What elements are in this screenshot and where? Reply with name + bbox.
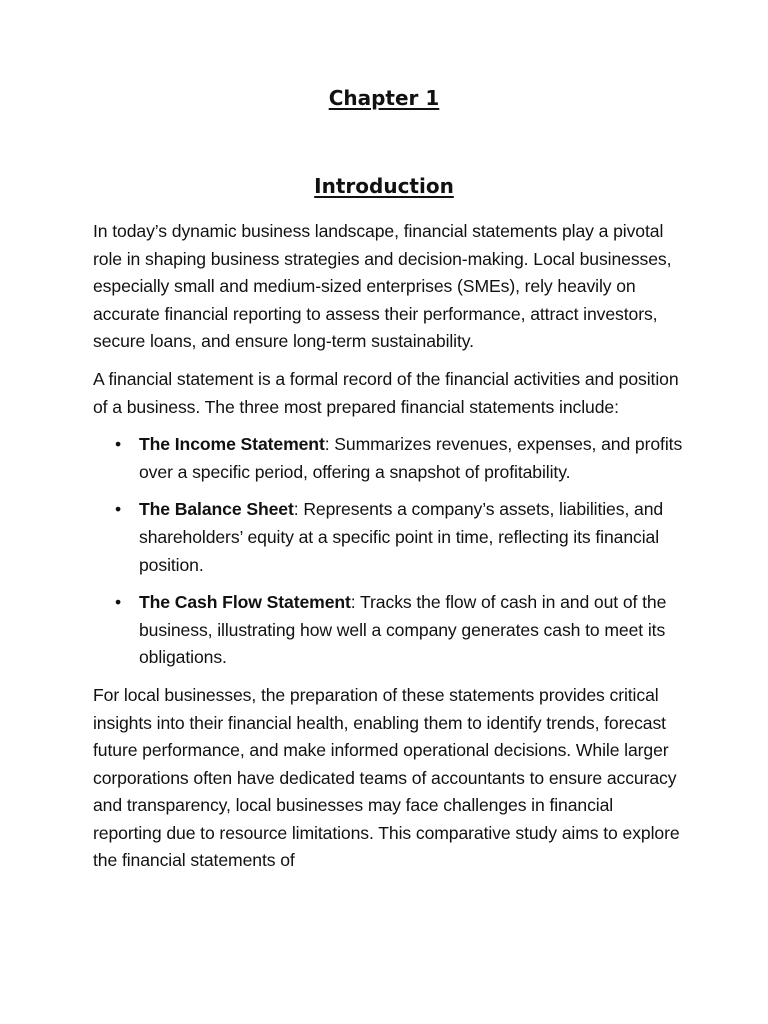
paragraph-definition: A financial statement is a formal record of the financial activities and position of a business. The three most prepared financial statements include: [93, 368, 679, 417]
list-item-term: The Cash Flow Statement [139, 592, 351, 613]
list-item-description: : Represents a company’s assets, liabilities, and shareholders’ equity at a specific point in time, reflecting its financial position. [139, 499, 664, 575]
body-text [93, 218, 683, 885]
chapter-title: Chapter 1 [328, 86, 440, 110]
list-item-description: : Tracks the flow of cash in and out of the business, illustrating how well a company generates cash to meet its obligations. [139, 592, 667, 668]
statement-list [93, 431, 683, 672]
list-item-term: The Balance Sheet [139, 499, 294, 520]
bullet-icon: • [115, 499, 122, 520]
paragraph-intro: In today’s dynamic business landscape, financial statements play a pivotal role in shaping business strategies and decision-making. Local businesses, especially small and medium-sized enterprises (SMEs), rely heavily on accurate financial reporting to assess their performance, attract investors, secure loans, and ensure long-term sustainability. [93, 221, 672, 352]
list-item-balance-sheet [93, 496, 683, 579]
bullet-icon: • [115, 434, 122, 455]
list-item-cash-flow-statement [93, 589, 683, 672]
paragraph-local-businesses: For local businesses, the preparation of these statements provides critical insights into their financial health, enabling them to identify trends, forecast future performance, and make informed operational decisions. While larger corporations often have dedicated teams of accountants to ensure accuracy and transparency, local businesses may face challenges in financial reporting due to resource limitations. This comparative study aims to explore the financial statements of [93, 684, 680, 871]
list-item-description: : Summarizes revenues, expenses, and profits over a specific period, offering a snapshot of profitability. [139, 434, 683, 482]
section-title: Introduction [314, 174, 454, 198]
list-item-term: The Income Statement [139, 434, 325, 455]
bullet-icon: • [115, 592, 122, 613]
list-item-income-statement [93, 431, 683, 486]
